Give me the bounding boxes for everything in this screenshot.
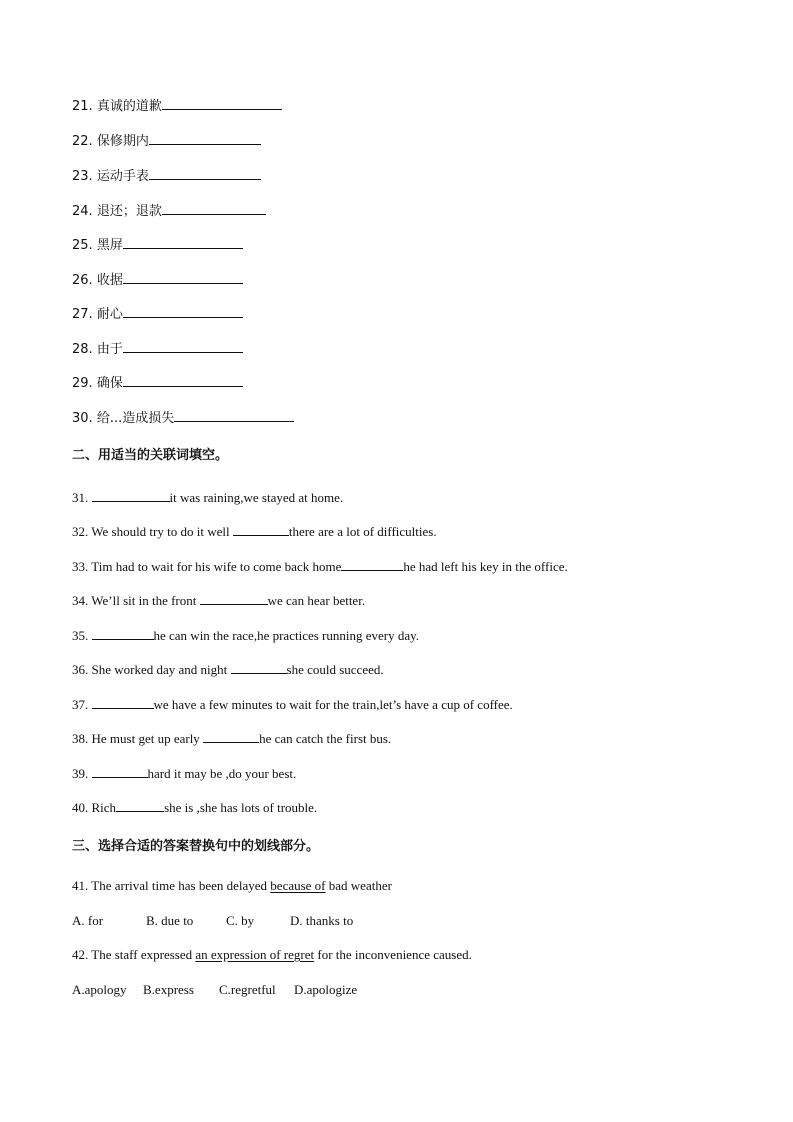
option-d[interactable]: D.apologize xyxy=(294,982,358,997)
question-text: there are a lot of difficulties. xyxy=(288,524,437,539)
question-text: He must get up early xyxy=(91,731,204,746)
option-c[interactable]: C.regretful xyxy=(219,982,276,997)
question-35 xyxy=(72,625,419,645)
question-33 xyxy=(72,556,568,576)
item-number: 29. xyxy=(72,376,93,391)
answer-blank[interactable] xyxy=(341,556,403,571)
item-number: 34. xyxy=(72,593,89,608)
vocab-item-22 xyxy=(72,130,261,151)
vocab-term: 耐心 xyxy=(96,307,123,322)
underlined-phrase: an expression of regret xyxy=(195,947,315,962)
item-number: 39. xyxy=(72,766,89,781)
answer-blank[interactable] xyxy=(149,130,261,145)
vocab-item-27 xyxy=(72,303,243,324)
vocab-term: 退还；退款 xyxy=(96,204,162,219)
answer-blank[interactable] xyxy=(231,659,287,674)
vocab-term: 黑屏 xyxy=(96,238,123,253)
answer-blank[interactable] xyxy=(123,372,243,387)
item-number: 33. xyxy=(72,559,89,574)
vocab-item-21 xyxy=(72,95,282,116)
vocab-item-24 xyxy=(72,200,266,221)
question-text: we have a few minutes to wait for the train,let’s have a cup of coffee. xyxy=(153,697,513,712)
vocab-item-30 xyxy=(72,407,294,428)
question-31 xyxy=(72,487,343,507)
option-a[interactable]: A. for xyxy=(72,913,104,928)
question-text: The staff expressed xyxy=(91,947,196,962)
vocab-term: 真诚的道歉 xyxy=(96,99,162,114)
option-d[interactable]: D. thanks to xyxy=(290,913,354,928)
item-number: 36. xyxy=(72,662,89,677)
vocab-item-29 xyxy=(72,372,243,393)
item-number: 21. xyxy=(72,99,93,114)
question-34 xyxy=(72,590,365,610)
answer-blank[interactable] xyxy=(203,728,259,743)
section-3-heading: 三、选择合适的答案替换句中的划线部分。 xyxy=(72,839,320,854)
question-text: hard it may be ,do your best. xyxy=(147,766,297,781)
item-number: 23. xyxy=(72,169,93,184)
item-number: 26. xyxy=(72,273,93,288)
question-text: it was raining,we stayed at home. xyxy=(169,490,344,505)
section-2-heading: 二、用适当的关联词填空。 xyxy=(72,448,229,463)
option-c[interactable]: C. by xyxy=(226,913,255,928)
item-number: 30. xyxy=(72,411,93,426)
answer-blank[interactable] xyxy=(92,487,170,502)
vocab-term: 保修期内 xyxy=(96,134,149,149)
vocab-item-25 xyxy=(72,234,243,255)
question-36 xyxy=(72,659,384,679)
question-42-options xyxy=(72,981,357,999)
question-text: he had left his key in the office. xyxy=(403,559,568,574)
item-number: 42. xyxy=(72,947,89,962)
vocab-term: 由于 xyxy=(96,342,123,357)
vocab-item-26 xyxy=(72,269,243,290)
answer-blank[interactable] xyxy=(233,521,289,536)
question-32 xyxy=(72,521,437,541)
question-37 xyxy=(72,694,513,714)
answer-blank[interactable] xyxy=(149,165,261,180)
item-number: 35. xyxy=(72,628,89,643)
underlined-phrase: because of xyxy=(270,878,326,893)
item-number: 22. xyxy=(72,134,93,149)
vocab-term: 确保 xyxy=(96,376,123,391)
question-text: Rich xyxy=(91,800,117,815)
question-41 xyxy=(72,877,392,895)
item-number: 31. xyxy=(72,490,89,505)
question-text: for the inconvenience caused. xyxy=(314,947,472,962)
vocab-term: 收据 xyxy=(96,273,123,288)
question-text: The arrival time has been delayed xyxy=(91,878,271,893)
item-number: 28. xyxy=(72,342,93,357)
question-39 xyxy=(72,763,296,783)
question-text: Tim had to wait for his wife to come back home xyxy=(91,559,342,574)
answer-blank[interactable] xyxy=(116,797,164,812)
vocab-term: 运动手表 xyxy=(96,169,149,184)
answer-blank[interactable] xyxy=(92,694,154,709)
answer-blank[interactable] xyxy=(200,590,268,605)
question-text: we can hear better. xyxy=(267,593,366,608)
vocab-item-23 xyxy=(72,165,261,186)
answer-blank[interactable] xyxy=(123,303,243,318)
vocab-item-28 xyxy=(72,338,243,359)
answer-blank[interactable] xyxy=(123,269,243,284)
answer-blank[interactable] xyxy=(162,95,282,110)
answer-blank[interactable] xyxy=(92,625,154,640)
option-b[interactable]: B.express xyxy=(143,982,194,997)
question-text: bad weather xyxy=(325,878,392,893)
question-text: she is ,she has lots of trouble. xyxy=(164,800,318,815)
question-text: We’ll sit in the front xyxy=(91,593,200,608)
answer-blank[interactable] xyxy=(162,200,266,215)
item-number: 27. xyxy=(72,307,93,322)
item-number: 25. xyxy=(72,238,93,253)
answer-blank[interactable] xyxy=(123,338,243,353)
item-number: 38. xyxy=(72,731,89,746)
option-a[interactable]: A.apology xyxy=(72,982,127,997)
vocab-term: 给...造成损失 xyxy=(96,411,175,426)
question-text: he can catch the first bus. xyxy=(259,731,392,746)
question-text: We should try to do it well xyxy=(91,524,233,539)
question-40 xyxy=(72,797,317,817)
answer-blank[interactable] xyxy=(92,763,148,778)
question-text: he can win the race,he practices running every day. xyxy=(153,628,420,643)
item-number: 24. xyxy=(72,204,93,219)
option-b[interactable]: B. due to xyxy=(146,913,194,928)
question-text: She worked day and night xyxy=(91,662,231,677)
answer-blank[interactable] xyxy=(123,234,243,249)
question-41-options xyxy=(72,912,353,930)
item-number: 41. xyxy=(72,878,89,893)
answer-blank[interactable] xyxy=(174,407,294,422)
item-number: 37. xyxy=(72,697,89,712)
question-38 xyxy=(72,728,391,748)
item-number: 40. xyxy=(72,800,89,815)
item-number: 32. xyxy=(72,524,89,539)
question-42 xyxy=(72,946,472,964)
question-text: she could succeed. xyxy=(286,662,384,677)
